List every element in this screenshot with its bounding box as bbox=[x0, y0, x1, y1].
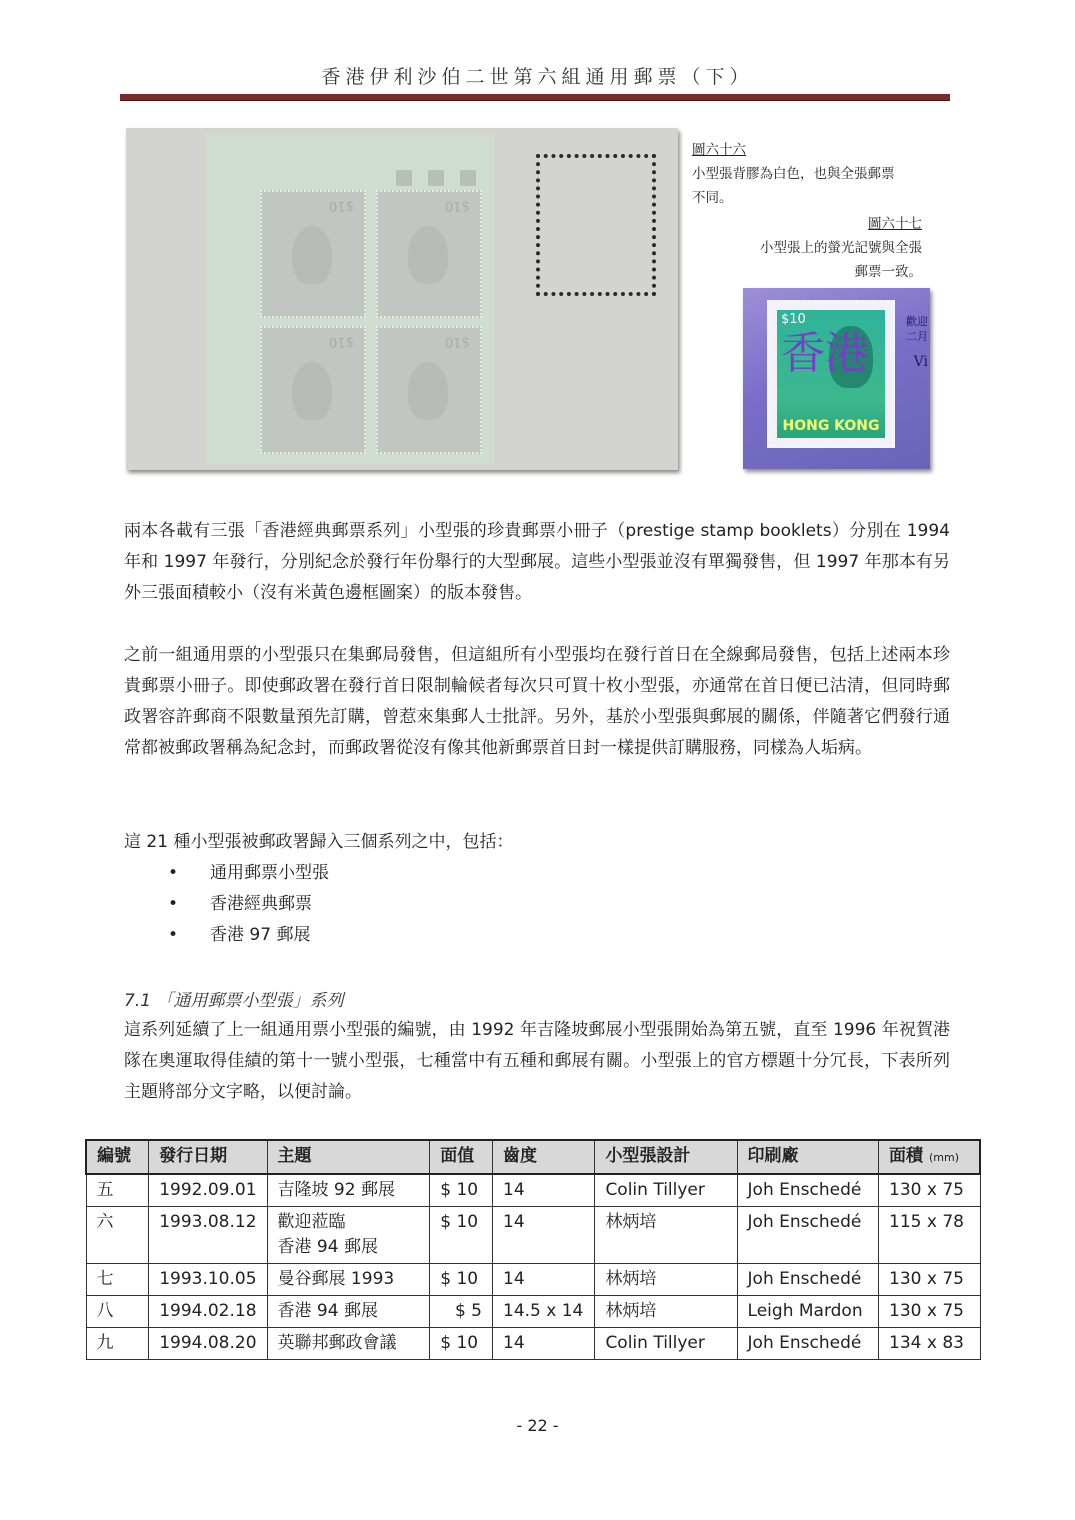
cell-theme: 曼谷郵展 1993 bbox=[267, 1264, 430, 1296]
paragraph: 之前一組通用票的小型張只在集郵局發售，但這組所有小型張均在發行首日在全線郵局發售，包括上述兩本珍貴郵票小冊子。即使郵政署在發行首日限制輪候者每次只可買十枚小型張，亦通常在首日便已沽清，但同時郵政署容許郵商不限數量預先訂購，曾惹來集郵人士批評。另外，基於小型張與郵展的關係，伴隨著它們發行通常都被郵政署稱為紀念封，而郵政署從沒有像其他新郵票首日封一樣提供訂購服務，同樣為人垢病。 bbox=[124, 645, 950, 758]
stamp-denomination: $10 bbox=[329, 198, 354, 213]
stamp-denomination: $10 bbox=[329, 334, 354, 349]
souvenir-sheet-table bbox=[85, 1139, 981, 1360]
figure-67-fluorescent-image bbox=[743, 288, 930, 469]
column-header: 發行日期 bbox=[149, 1140, 267, 1174]
figure-66-caption-line: 不同。 bbox=[692, 190, 733, 206]
cell-no: 五 bbox=[86, 1174, 149, 1207]
cell-value: $ 10 bbox=[430, 1328, 493, 1360]
bullet-icon: • bbox=[168, 863, 179, 883]
cell-perf: 14 bbox=[493, 1174, 595, 1207]
list-item-text: 香港經典郵票 bbox=[210, 894, 312, 914]
cell-theme-line: 香港 94 郵展 bbox=[277, 1237, 378, 1257]
section-body: 這系列延續了上一組通用票小型張的編號，由 1992 年吉隆坡郵展小型張開始為第五號，直至 1996 年祝賀港隊在奧運取得佳績的第十一號小型張，七種當中有五種和郵展有關。小型張上的官方標題十分冗長，下表所列主題將部分文字略，以便討論。 bbox=[124, 1020, 950, 1102]
control-square bbox=[460, 170, 476, 186]
cell-perf: 14.5 x 14 bbox=[493, 1296, 595, 1328]
cell-date: 1994.02.18 bbox=[149, 1296, 267, 1328]
cell-date: 1993.08.12 bbox=[149, 1207, 267, 1264]
list-item bbox=[124, 889, 329, 920]
column-header: 主題 bbox=[267, 1140, 430, 1174]
cell-no: 八 bbox=[86, 1296, 149, 1328]
section-heading: 7.1 「通用郵票小型張」系列 bbox=[124, 991, 344, 1011]
paragraph: 這 21 種小型張被郵政署歸入三個系列之中，包括： bbox=[124, 832, 514, 852]
queen-head-silhouette bbox=[408, 226, 448, 284]
cell-theme: 英聯邦郵政會議 bbox=[267, 1328, 430, 1360]
stamp-country-name: HONG KONG bbox=[782, 418, 880, 434]
cell-theme: 香港 94 郵展 bbox=[267, 1296, 430, 1328]
table-row bbox=[86, 1264, 980, 1296]
cell-theme: 吉隆坡 92 郵展 bbox=[267, 1174, 430, 1207]
cell-value: $ 5 bbox=[430, 1296, 493, 1328]
cell-perf: 14 bbox=[493, 1207, 595, 1264]
cell-area: 115 x 78 bbox=[879, 1207, 980, 1264]
column-header: 編號 bbox=[86, 1140, 149, 1174]
cell-date: 1994.08.20 bbox=[149, 1328, 267, 1360]
cell-printer: Leigh Mardon bbox=[737, 1296, 879, 1328]
series-list bbox=[124, 858, 329, 951]
control-square bbox=[428, 170, 444, 186]
fluorescent-characters: 香港 bbox=[781, 328, 869, 379]
cell-designer: Colin Tillyer bbox=[595, 1174, 737, 1207]
cell-printer: Joh Enschedé bbox=[737, 1174, 879, 1207]
cell-no: 九 bbox=[86, 1328, 149, 1360]
header-rule bbox=[120, 94, 950, 101]
sheet-margin-text: 歡迎 二月 bbox=[906, 315, 928, 343]
cell-value: $ 10 bbox=[430, 1207, 493, 1264]
stamp-back bbox=[376, 190, 482, 318]
unit-label: (mm) bbox=[928, 1151, 959, 1164]
queen-head-silhouette bbox=[292, 362, 332, 420]
control-square bbox=[396, 170, 412, 186]
queen-head-silhouette bbox=[408, 362, 448, 420]
figure-67-label: 圖六十七 bbox=[868, 216, 922, 232]
cell-area: 130 x 75 bbox=[879, 1296, 980, 1328]
cell-area: 134 x 83 bbox=[879, 1328, 980, 1360]
cell-date: 1993.10.05 bbox=[149, 1264, 267, 1296]
cell-date: 1992.09.01 bbox=[149, 1174, 267, 1207]
column-header: 小型張設計 bbox=[595, 1140, 737, 1174]
cell-value: $ 10 bbox=[430, 1174, 493, 1207]
bullet-icon: • bbox=[168, 925, 179, 945]
column-header bbox=[879, 1140, 980, 1174]
bullet-icon: • bbox=[168, 894, 179, 914]
cell-area: 130 x 75 bbox=[879, 1264, 980, 1296]
table-header-row bbox=[86, 1140, 980, 1174]
cell-designer: 林炳培 bbox=[595, 1207, 737, 1264]
figure-66-sheet-image bbox=[126, 128, 678, 470]
figure-66-label: 圖六十六 bbox=[692, 142, 746, 158]
cell-theme-line: 歡迎蒞臨 bbox=[277, 1212, 346, 1232]
queen-head-silhouette bbox=[292, 226, 332, 284]
stamp-denomination: $10 bbox=[781, 312, 806, 327]
list-item bbox=[124, 920, 329, 951]
list-item bbox=[124, 858, 329, 889]
fluorescent-stamp bbox=[767, 300, 895, 448]
cell-designer: 林炳培 bbox=[595, 1264, 737, 1296]
list-item-text: 通用郵票小型張 bbox=[210, 863, 329, 883]
table-row bbox=[86, 1174, 980, 1207]
column-header-label: 面積 bbox=[889, 1146, 924, 1166]
cell-no: 七 bbox=[86, 1264, 149, 1296]
sheet-margin-text: Vi bbox=[913, 354, 928, 370]
column-header: 印刷廠 bbox=[737, 1140, 879, 1174]
cell-printer: Joh Enschedé bbox=[737, 1264, 879, 1296]
cell-designer: 林炳培 bbox=[595, 1296, 737, 1328]
cell-area: 130 x 75 bbox=[879, 1174, 980, 1207]
cell-designer: Colin Tillyer bbox=[595, 1328, 737, 1360]
stamp-denomination: $10 bbox=[445, 334, 470, 349]
stamp-denomination: $10 bbox=[445, 198, 470, 213]
figure-67-caption-line: 小型張上的螢光記號與全張 bbox=[760, 240, 922, 256]
column-header: 齒度 bbox=[493, 1140, 595, 1174]
cell-printer: Joh Enschedé bbox=[737, 1328, 879, 1360]
stamp-back bbox=[260, 190, 366, 318]
figure-66-caption-line: 小型張背膠為白色，也與全張郵票 bbox=[692, 166, 895, 182]
dotted-frame bbox=[536, 154, 656, 296]
table-row bbox=[86, 1207, 980, 1264]
page-number: - 22 - bbox=[516, 1416, 559, 1435]
figure-67-caption-line: 郵票一致。 bbox=[854, 264, 922, 280]
stamp-face bbox=[777, 310, 885, 438]
table-row bbox=[86, 1328, 980, 1360]
cell-perf: 14 bbox=[493, 1328, 595, 1360]
figure-66-caption bbox=[692, 138, 895, 210]
cell-theme bbox=[267, 1207, 430, 1264]
stamp-back bbox=[376, 326, 482, 454]
cell-printer: Joh Enschedé bbox=[737, 1207, 879, 1264]
list-item-text: 香港 97 郵展 bbox=[210, 925, 311, 945]
column-header: 面值 bbox=[430, 1140, 493, 1174]
cell-perf: 14 bbox=[493, 1264, 595, 1296]
cell-value: $ 10 bbox=[430, 1264, 493, 1296]
running-header-title: 香港伊利沙伯二世第六組通用郵票（下） bbox=[321, 66, 754, 88]
stamp-back bbox=[260, 326, 366, 454]
table-row bbox=[86, 1296, 980, 1328]
paragraph: 兩本各載有三張「香港經典郵票系列」小型張的珍貴郵票小冊子（prestige stamp booklets）分別在 1994 年和 1997 年發行，分別紀念於發行年份舉行的大型郵展。這些小型張並沒有單獨發售，但 1997 年那本有另外三張面積較小（沒有米黃色邊框圖案）的版本發售。 bbox=[124, 521, 951, 603]
figure-67-caption bbox=[748, 212, 922, 284]
cell-no: 六 bbox=[86, 1207, 149, 1264]
